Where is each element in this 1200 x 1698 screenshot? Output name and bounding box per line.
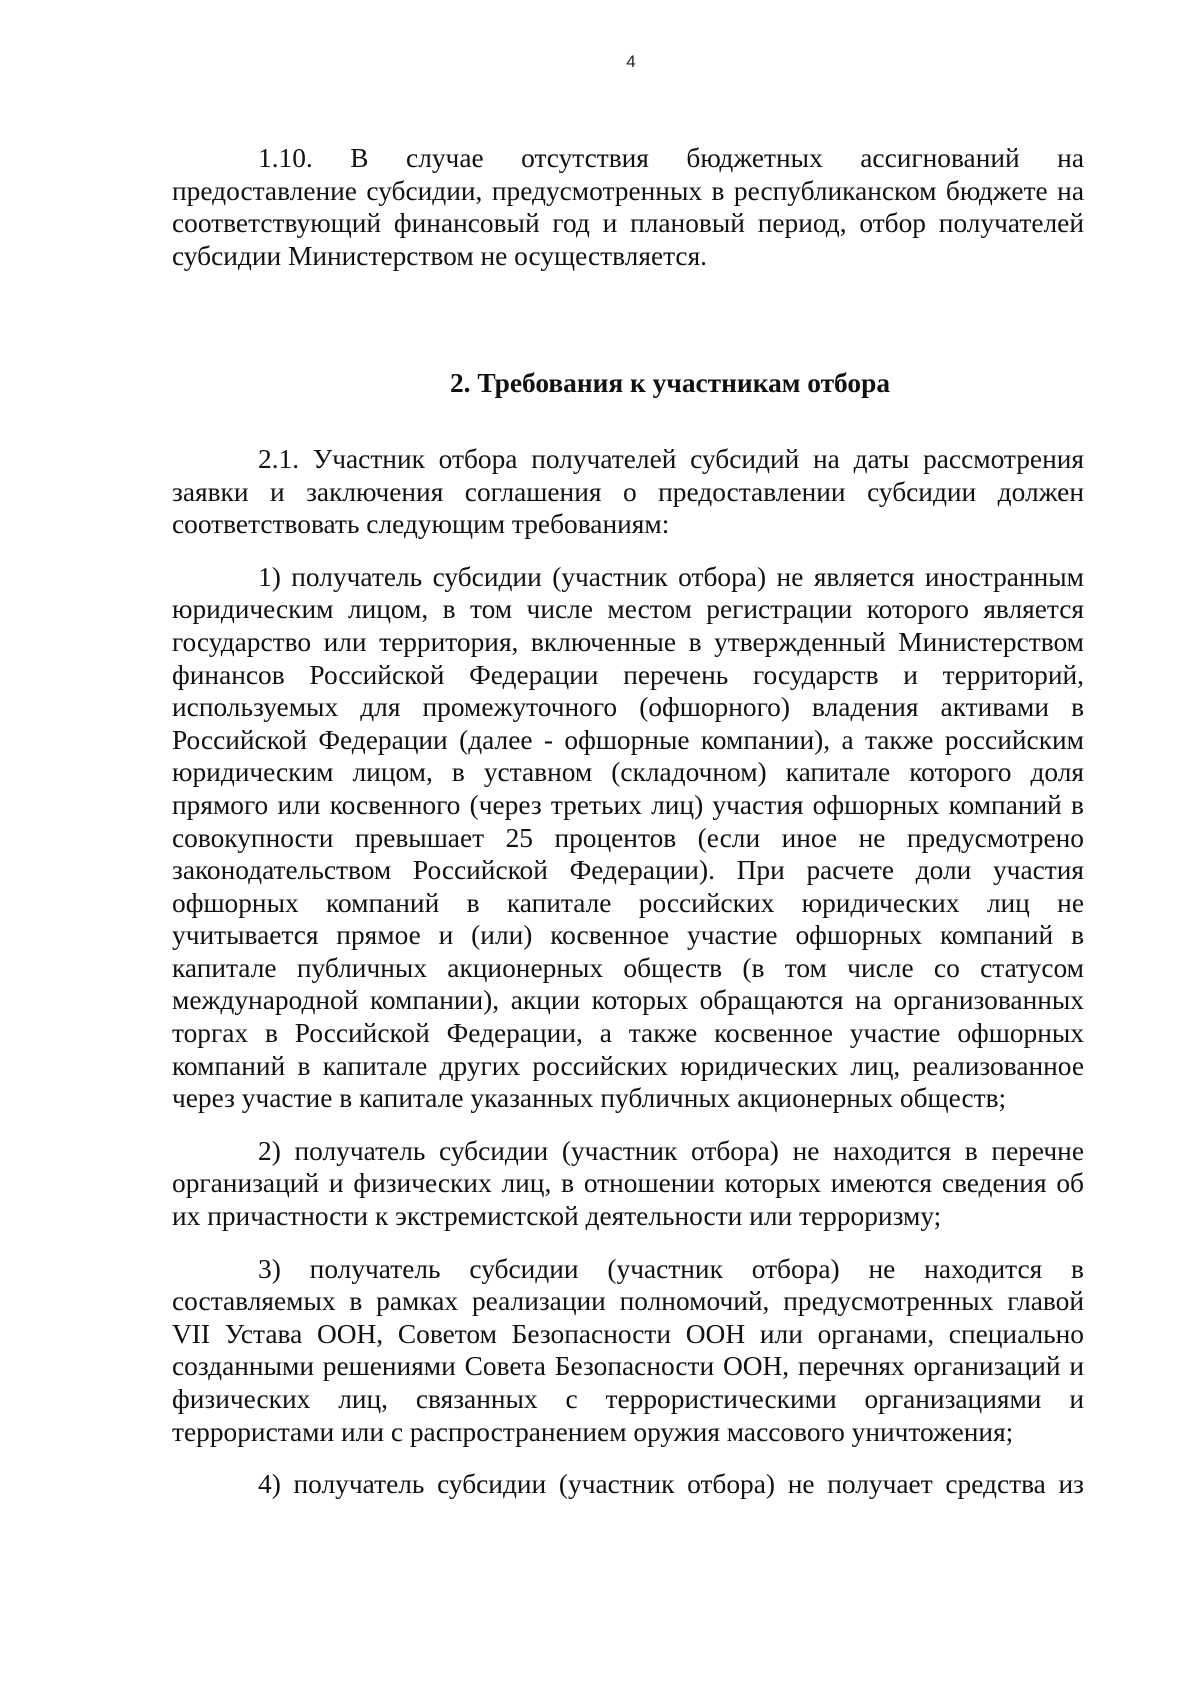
page-number: 4 xyxy=(626,52,636,71)
requirement-item-1: 1) получатель субсидии (участник отбора) не является иностранным юридическим лицом, в том числе местом регистрации которого является государство или территория, включенные в утвержденный Министерством финансов Российской Федерации перечень государств и территорий, используемых для промежуточного (офшорного) владения активами в Российской Федерации (далее - офшорные компании), а также российским юридическим лицом, в уставном (складочном) капитале которого доля прямого или косвенного (через третьих лиц) участия офшорных компаний в совокупности превышает 25 процентов (если иное не предусмотрено законодательством Российской Федерации). При расчете доли участия офшорных компаний в капитале российских юридических лиц не учитывается прямое и (или) косвенное участие офшорных компаний в капитале публичных акционерных обществ (в том числе со статусом международной компании), акции которых обращаются на организованных торгах в Российской Федерации, а также косвенное участие офшорных компаний в капитале других российских юридических лиц, реализованное через участие в капитале указанных публичных акционерных обществ; xyxy=(172,561,1084,1114)
paragraph-1-10: 1.10. В случае отсутствия бюджетных ассигнований на предоставление субсидии, предусмотренных в республиканском бюджете на соответствующий финансовый год и плановый период, отбор получателей субсидии Министерством не осуществляется. xyxy=(172,143,1084,271)
requirement-item-4: 4) получатель субсидии (участник отбора) не получает средства из xyxy=(258,1469,1084,1500)
section-title: 2. Требования к участникам отбора xyxy=(449,368,891,399)
requirement-item-3: 3) получатель субсидии (участник отбора) не находится в составляемых в рамках реализации полномочий, предусмотренных главой VII Устава ООН, Советом Безопасности ООН или органами, специально созданными решениями Совета Безопасности ООН, перечнях организаций и физических лиц, связанных с террористическими организациями и террористами или с распространением оружия массового уничтожения; xyxy=(172,1253,1084,1447)
document-body xyxy=(172,142,1084,1521)
requirement-item-2: 2) получатель субсидии (участник отбора) не находится в перечне организаций и физических лиц, в отношении которых имеются сведения об их причастности к экстремистской деятельности или терроризму; xyxy=(172,1135,1084,1232)
paragraph-2-1: 2.1. Участник отбора получателей субсидий на даты рассмотрения заявки и заключения соглашения о предоставлении субсидии должен соответствовать следующим требованиям: xyxy=(172,443,1084,540)
